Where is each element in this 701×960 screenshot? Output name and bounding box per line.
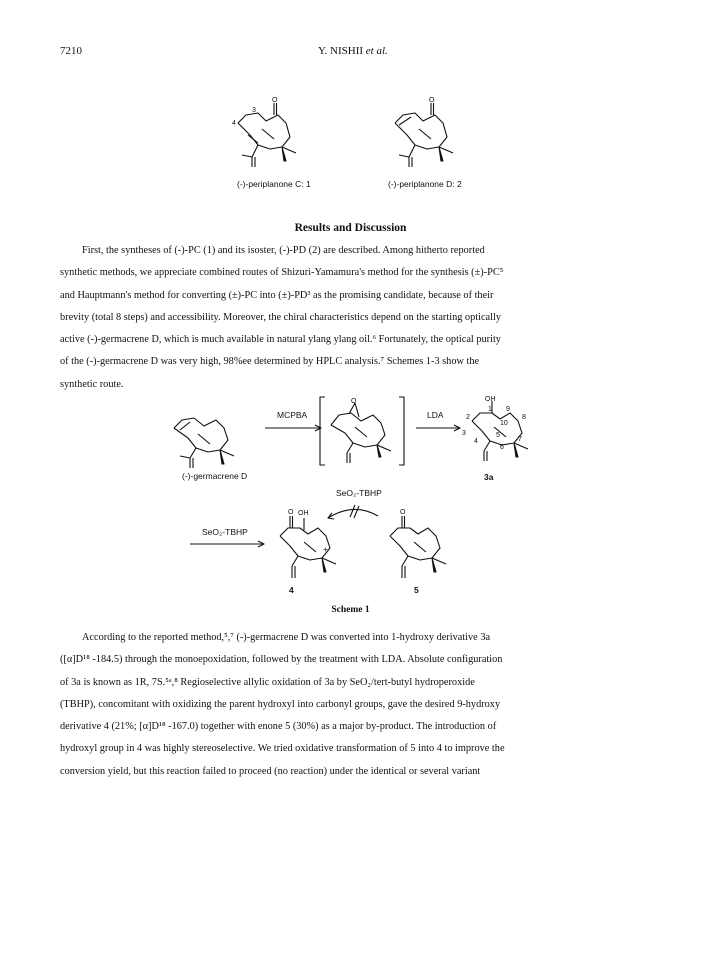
svg-text:4: 4 [474, 438, 478, 445]
paragraph-1-line: First, the syntheses of (-)-PC (1) and its isoster, (-)-PD (2) are described. Among hitherto reported [82, 245, 485, 256]
svg-text:5: 5 [496, 432, 500, 439]
epoxide-o-label: O [351, 398, 357, 405]
running-title [318, 45, 388, 57]
label-4: 4 [289, 585, 294, 595]
reagent-seo2-top: SeO₂-TBHP [336, 488, 382, 498]
periplanone-c-structure [228, 95, 318, 175]
paragraph-1-line: and Hauptmann's method for converting (±)-PC into (±)-PD³ as the promising candidate, because of their [60, 289, 494, 301]
section-title: Results and Discussion [294, 222, 407, 234]
paragraph-2-line: hydroxyl group in 4 was highly stereoselective. We tried oxidative transformation of 5 into 4 to improve the [60, 743, 505, 755]
paragraph-1-line: synthetic methods, we appreciate combined routes of Shizuri-Yamamura's method for the synthesis (±)-PC⁵ [60, 267, 504, 279]
paragraph-2-line: ([α]D¹⁸ -184.5) through the monoepoxidation, followed by the treatment with LDA. Absolute configuration [60, 654, 503, 666]
locant-3: 3 [252, 107, 256, 114]
page-number: 7210 [60, 45, 82, 57]
svg-text:1: 1 [488, 406, 492, 413]
paragraph-2-line: (TBHP), concomitant with oxidizing the parent hydroxyl into carbonyl groups, gave the desired 9-hydroxy [60, 698, 501, 710]
plus-sign: + [323, 544, 328, 554]
paragraph-2-line: According to the reported method,⁵,⁷ (-)-germacrene D was converted into 1-hydroxy derivative 3a [82, 632, 491, 643]
running-title-name: Y. NISHII [318, 45, 364, 57]
svg-text:9: 9 [506, 406, 510, 413]
svg-text:2: 2 [466, 414, 470, 421]
compound-3a-structure [460, 395, 550, 475]
paragraph-1-line: brevity (total 8 steps) and accessibility. Moreover, the chiral characteristics depend on the starting optically [60, 311, 501, 323]
periplanone-d-structure [385, 95, 475, 175]
svg-text:10: 10 [500, 420, 508, 427]
arrow-seo2 [190, 540, 268, 548]
paragraph-1-line: active (-)-germacrene D, which is much available in natural ylang ylang oil.⁶ Fortunately, the optical purity [60, 334, 501, 346]
paragraph-2-line: of 3a is known as 1R, 7S.⁵ᵃ,⁸ Regioselective allylic oxidation of 3a by SeO₂/tert-butyl hydroperoxide [60, 676, 475, 688]
carbonyl-o-label: O [400, 509, 406, 516]
svg-text:6: 6 [500, 444, 504, 451]
paragraph-2-line: derivative 4 (21%; [α]D¹⁸ -167.0) together with enone 5 (30%) as a major by-product. The introduction of [60, 721, 497, 733]
svg-text:8: 8 [522, 414, 526, 421]
compound-4-structure [268, 506, 358, 586]
germacrene-d-structure [168, 404, 268, 469]
reagent-seo2-left: SeO₂-TBHP [202, 527, 248, 537]
svg-text:7: 7 [518, 436, 522, 443]
running-title-suffix: et al. [365, 45, 388, 57]
locant-4: 4 [232, 120, 236, 127]
paragraph-1-line: synthetic route. [60, 378, 124, 390]
label-germacrene-d: (-)-germacrene D [182, 471, 248, 481]
paragraph-2-line: conversion yield, but this reaction failed to proceed (no reaction) under the identical or several variant [60, 765, 481, 777]
arrow-lda [416, 424, 464, 432]
svg-text:3: 3 [462, 430, 466, 437]
compound-5-structure [378, 506, 468, 586]
label-5: 5 [414, 585, 419, 595]
paragraph-1 [60, 240, 642, 396]
label-3a: 3a [484, 472, 494, 482]
oh-label: OH [485, 396, 496, 403]
reagent-lda: LDA [427, 410, 444, 420]
paragraph-1-line: of the (-)-germacrene D was very high, 98%ee determined by HPLC analysis.⁷ Schemes 1-3 show the [60, 356, 480, 368]
carbonyl-o-label: O [429, 97, 435, 104]
oh-label: OH [298, 510, 309, 517]
paragraph-2 [60, 627, 642, 783]
caption-periplanone-d: (-)-periplanone D: 2 [388, 179, 462, 189]
carbonyl-o-label: O [288, 509, 294, 516]
carbonyl-o-label: O [272, 97, 278, 104]
reagent-mcpba: MCPBA [277, 410, 308, 420]
scheme-caption: Scheme 1 [331, 605, 370, 615]
epoxide-intermediate-structure [315, 395, 415, 470]
caption-periplanone-c: (-)-periplanone C: 1 [237, 179, 311, 189]
